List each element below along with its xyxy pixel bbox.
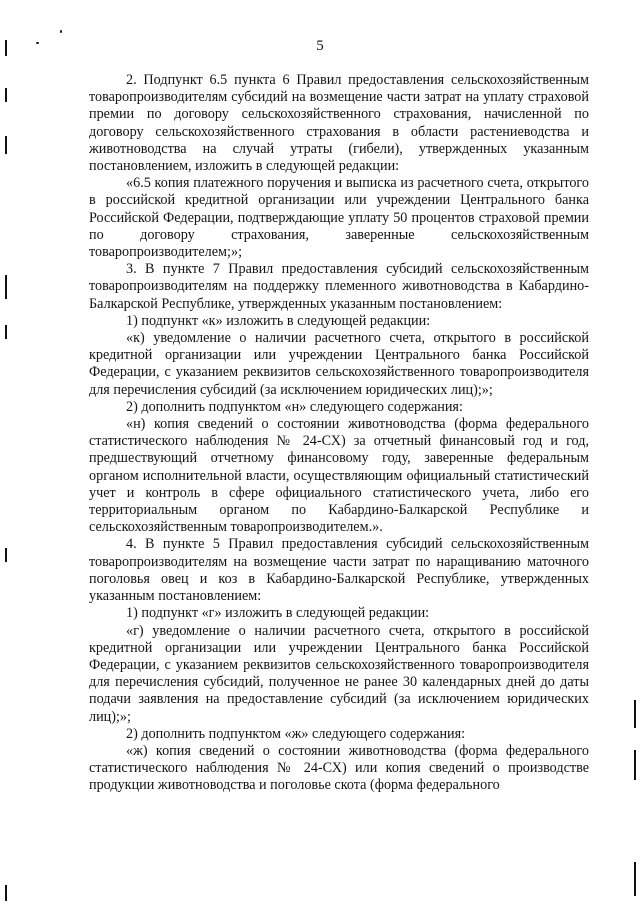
paragraph-subitem-1-k: 1) подпункт «к» изложить в следующей редакции: <box>126 312 431 329</box>
scan-mark-left-3 <box>5 136 7 154</box>
scan-mark-left-5 <box>5 325 7 339</box>
paragraph-subitem-1-g: 1) подпункт «г» изложить в следующей редакции: <box>126 605 430 622</box>
scan-mark-right-2 <box>634 750 636 780</box>
page-number: 5 <box>316 38 324 54</box>
scan-mark-left-1 <box>5 40 7 56</box>
paragraph-item-3: 3. В пункте 7 Правил предоставления субсидий сельскохозяйственным товаропроизводителям на поддержку племенного животноводства в Кабардино-Балкарской Республике, утвержденных указанным постановлением: <box>89 261 589 312</box>
scan-mark-left-6 <box>5 548 7 562</box>
document-body <box>89 72 589 795</box>
paragraph-subitem-g-text: «г) уведомление о наличии расчетного счета, открытого в российской кредитной организации или учреждении Центрального банка Российской Федерации, с указанием реквизитов сельскохозяйственного товаропроизводителя для перечисления субсидий, полученное не ранее 30 календарных дней до даты подачи заявления на предоставление субсидий (за исключением юридических лиц);»; <box>89 622 589 725</box>
paragraph-subitem-2-zh: 2) дополнить подпунктом «ж» следующего содержания: <box>126 725 466 742</box>
scan-mark-right-1 <box>634 700 636 728</box>
paragraph-subitem-zh-text: «ж) копия сведений о состоянии животноводства (форма федерального статистического наблюдения № 24-СХ) или копия сведений о производстве продукции животноводства и поголовье скота (форма федерального <box>89 742 589 794</box>
paragraph-subitem-6-5: «6.5 копия платежного поручения и выписка из расчетного счета, открытого в российской кредитной организации или учреждении Центрального банка Российской Федерации, подтверждающие уплату 50 процентов страховой премии по договору страхования, заверенные сельскохозяйственным товаропроизводителем;»; <box>89 175 589 261</box>
paragraph-item-4: 4. В пункте 5 Правил предоставления субсидий сельскохозяйственным товаропроизводителям на возмещение части затрат по наращиванию маточного поголовья овец и коз в Кабардино-Балкарской Республике, утвержденных указанным постановлением: <box>89 536 589 605</box>
scan-dot-1 <box>36 42 39 44</box>
scan-dot-2 <box>60 30 62 33</box>
paragraph-subitem-n-text: «н) копия сведений о состоянии животноводства (форма федерального статистического наблюдения № 24-СХ) за отчетный финансовый год и год, предшествующий отчетному финансовому году, заверенные федеральным органом исполнительной власти, осуществляющим официальный статистический учет и контроль в сфере официального статистического учета, либо его территориальным органом по Кабардино-Балкарской Республике и сельскохозяйственным товаропроизводителем.». <box>89 416 589 536</box>
paragraph-subitem-2-n: 2) дополнить подпунктом «н» следующего содержания: <box>126 398 463 415</box>
scan-mark-right-3 <box>634 862 636 896</box>
scan-mark-left-4 <box>5 275 7 299</box>
paragraph-item-2: 2. Подпункт 6.5 пункта 6 Правил предоставления сельскохозяйственным товаропроизводителям субсидий на возмещение части затрат на уплату страховой премии по договору сельскохозяйственного страхования, начисленной по договору сельскохозяйственного страхования в области растениеводства и животноводства на случай утраты (гибели), утвержденных указанным постановлением, изложить в следующей редакции: <box>89 72 589 175</box>
paragraph-subitem-k-text: «к) уведомление о наличии расчетного счета, открытого в российской кредитной организации или учреждении Центрального банка Российской Федерации, с указанием реквизитов сельскохозяйственного товаропроизводителя для перечисления субсидий (за исключением юридических лиц);»; <box>89 330 589 398</box>
scan-mark-left-2 <box>5 88 7 102</box>
scan-mark-left-7 <box>5 885 7 901</box>
